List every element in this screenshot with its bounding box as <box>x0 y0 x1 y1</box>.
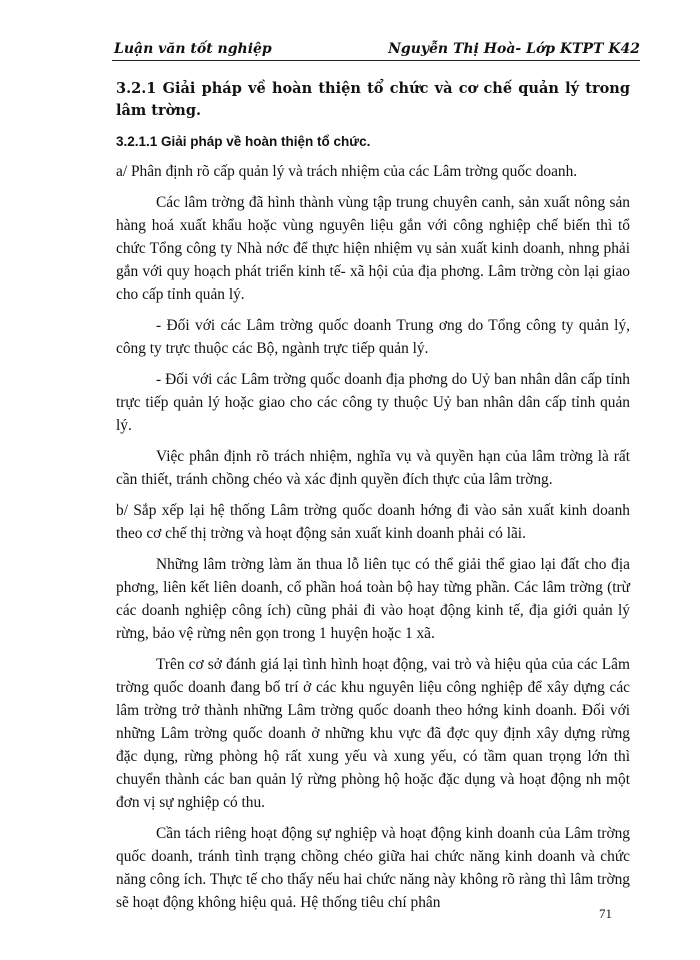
paragraph-b-heading: b/ Sắp xếp lại hệ thống Lâm trờng quốc doanh hớng đi vào sản xuất kinh doanh theo cơ chế thị trờng và hoạt động sản xuất kinh doanh phải có lãi. <box>116 502 630 542</box>
paragraph-bullet: - Đối với các Lâm trờng quốc doanh địa phơng do Uỷ ban nhân dân cấp tỉnh trực tiếp quản lý hoặc giao cho các công ty thuộc Uỷ ban nhân dân cấp tỉnh quản lý. <box>116 371 630 434</box>
subsection-heading: 3.2.1.1 Giải pháp về hoàn thiện tổ chức. <box>116 134 371 149</box>
paragraph: Những lâm trờng làm ăn thua lỗ liên tục có thể giải thể giao lại đất cho địa phơng, liên kết liên doanh, cổ phần hoá toàn bộ hay từng phần. Các lâm trờng (trừ các doanh nghiệp công ích) cũng phải đi vào hoạt động kinh tế, địa giới quản lý rừng, bảo vệ rừng nên gọn trong 1 huyện hoặc 1 xã. <box>116 556 630 642</box>
section-heading: 3.2.1 Giải pháp về hoàn thiện tổ chức và cơ chế quản lý trong lâm trờng. <box>116 80 630 119</box>
paragraph: Cần tách riêng hoạt động sự nghiệp và hoạt động kinh doanh của Lâm trờng quốc doanh, tránh tình trạng chồng chéo giữa hai chức năng kinh doanh và chức năng công ích. Thực tế cho thấy nếu hai chức năng này không rõ ràng thì lâm trờng sẽ hoạt động không hiệu quả. Hệ thống tiêu chí phân <box>116 825 630 911</box>
running-header <box>112 40 640 61</box>
paragraph: Việc phân định rõ trách nhiệm, nghĩa vụ và quyền hạn của lâm trờng là rất cần thiết, tránh chồng chéo và xác định quyền đích thực của lâm trờng. <box>116 448 630 488</box>
paragraph-bullet: - Đối với các Lâm trờng quốc doanh Trung ơng do Tổng công ty quản lý, công ty trực thuộc các Bộ, ngành trực tiếp quản lý. <box>116 317 630 357</box>
paragraph: Trên cơ sở đánh giá lại tình hình hoạt động, vai trò và hiệu qủa của các Lâm trờng quốc doanh đang bố trí ở các khu nguyên liệu công nghiệp để xây dựng các lâm trờng trở thành những Lâm trờng quốc doanh theo hớng kinh doanh. Đối với những Lâm trờng quốc doanh ở những khu vực đã đợc quy định xây dựng rừng đặc dụng, rừng phòng hộ rất xung yếu và xung yếu, có tầm quan trọng lớn thì chuyển thành các ban quản lý rừng phòng hộ hoặc đặc dụng và hoạt động nh một đơn vị sự nghiệp có thu. <box>116 656 630 811</box>
page-number: 71 <box>599 906 612 921</box>
paragraph: Các lâm trờng đã hình thành vùng tập trung chuyên canh, sản xuất nông sản hàng hoá xuất khẩu hoặc vùng nguyên liệu gắn với công nghiệp chế biến thì tổ chức Tổng công ty Nhà nớc để thực hiện nhiệm vụ sản xuất kinh doanh, nhng phải gắn với quy hoạch phát triển kinh tế- xã hội của địa phơng. Lâm trờng còn lại giao cho cấp tỉnh quản lý. <box>116 194 630 303</box>
header-left-title: Luận văn tốt nghiệp <box>114 41 272 57</box>
paragraph-a-heading: a/ Phân định rõ cấp quản lý và trách nhiệm của các Lâm trờng quốc doanh. <box>116 163 578 180</box>
page-body <box>116 78 630 922</box>
header-right-author: Nguyễn Thị Hoà- Lớp KTPT K42 <box>388 41 640 57</box>
